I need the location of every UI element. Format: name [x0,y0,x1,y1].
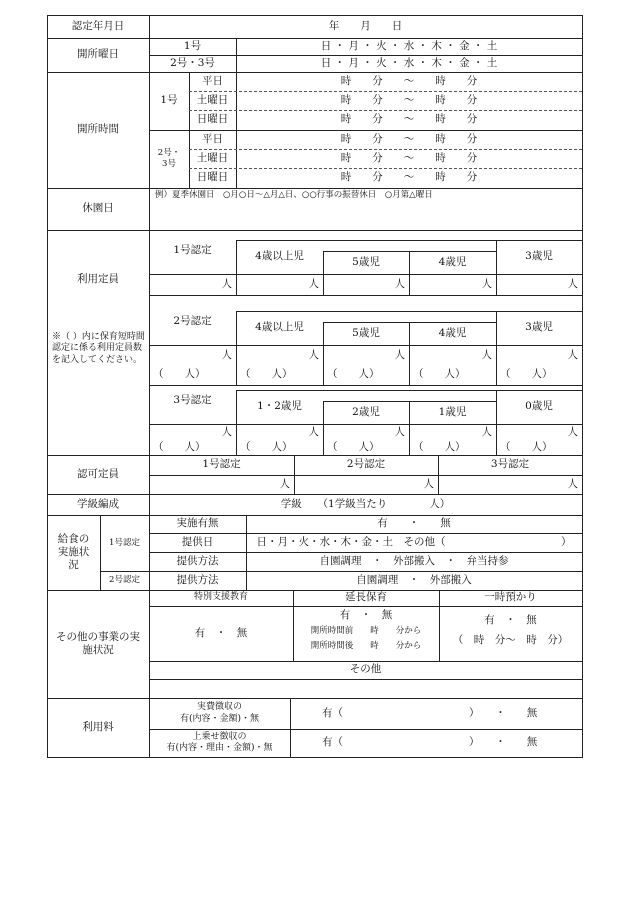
capacity-block2-count-5: 人 [567,349,578,362]
capacity-block2-short-1: （ 人） [153,368,206,381]
hours-time-1-3: 時 分 ～ 時 分 [340,113,478,126]
capacity-block1-sub1: 5歳児 [352,255,380,268]
hours-daytype-2-2: 土曜日 [196,151,229,164]
capacity-block2-cert: 2号認定 [173,315,212,328]
capacity-block2-head: 4歳以上児 [255,321,304,334]
capacity-label: 利用定員 [77,273,119,286]
capacity-block3-short-3: （ 人） [327,440,380,453]
capacity-block3-count-1: 人 [221,426,232,439]
fee-label: 利用料 [82,720,114,733]
hours-group1-label: 1号 [160,94,178,107]
capacity-block1-sub2: 4歳児 [438,255,467,268]
capacity-block3-short-4: （ 人） [413,440,466,453]
meal-method1-label: 提供方法 [176,554,219,567]
hours-group2-label: 2号・ 3号 [157,148,181,169]
capacity-block1-count-2: 人 [308,277,319,290]
capacity-block3-short-1: （ 人） [153,440,206,453]
meal-method2-value: 自園調理 ・ 外部搬入 [356,573,472,586]
capacity-block2-count-2: 人 [308,349,319,362]
other-services-label: その他の事業の実施状況 [56,630,140,656]
licensed-cert2: 2号認定 [346,458,386,471]
capacity-block3-short-5: （ 人） [500,440,553,453]
meal-method2-label: 提供方法 [176,573,219,586]
hours-daytype-1-1: 平日 [202,74,223,87]
capacity-block2-count-1: 人 [221,349,232,362]
capacity-block2-short-3: （ 人） [327,368,380,381]
licensed-cert3: 3号認定 [490,458,530,471]
other-special-header: 特別支援教育 [193,592,248,603]
other-extended-avail: 有 ・ 無 [339,609,393,622]
licensed-count2: 人 [423,477,434,490]
capacity-block2-sub2: 4歳児 [438,326,467,339]
hours-time-1-1: 時 分 ～ 時 分 [340,74,478,87]
other-special-value: 有 ・ 無 [194,626,248,639]
capacity-block2-count-4: 人 [481,349,492,362]
capacity-block1-count-5: 人 [567,277,578,290]
capacity-block2-count-3: 人 [394,349,405,362]
fee-extra-label: 上乗せ徴収の 有(内容・理由・金額)・無 [166,731,273,753]
meal-day-label: 提供日 [181,535,214,548]
hours-time-1-2: 時 分 ～ 時 分 [340,93,478,106]
capacity-block2-short-5: （ 人） [500,368,553,381]
days-row1-weekdays: 日 ・ 月 ・ 火 ・ 水 ・ 木 ・ 金 ・ 土 [320,39,498,52]
cert-date-value: 年 月 日 [328,19,403,32]
hours-time-2-1: 時 分 ～ 時 分 [340,132,478,145]
meal-method1-value: 自園調理 ・ 外部搬入 ・ 弁当持参 [319,554,509,567]
hours-daytype-2-3: 日曜日 [196,171,229,184]
days-row1-label: 1号 [183,39,202,52]
capacity-block2-short-4: （ 人） [413,368,466,381]
other-temporary-header: 一時預かり [484,591,537,604]
capacity-block3-sub2: 1歳児 [438,405,467,418]
capacity-block3-count-5: 人 [567,426,578,439]
days-row2-weekdays: 日 ・ 月 ・ 火 ・ 水 ・ 木 ・ 金 ・ 土 [320,56,498,69]
capacity-block1-count-1: 人 [221,277,232,290]
rule-line [582,15,583,758]
holidays-label: 休園日 [82,202,114,215]
capacity-block3-short-2: （ 人） [240,440,293,453]
other-temporary-avail: 有 ・ 無 [484,614,537,627]
capacity-block3-count-2: 人 [308,426,319,439]
capacity-block1-count-3: 人 [394,277,405,290]
licensed-count3: 人 [567,477,578,490]
meal-day-value: 日・月・火・水・木・金・土 その他（ ） [256,535,572,548]
capacity-block1-last: 3歳児 [525,250,553,263]
hours-daytype-2-1: 平日 [202,132,223,145]
capacity-block3-cert: 3号認定 [173,394,212,407]
other-extended-after: 開所時間後 時 分から [310,641,422,652]
class-org-value: 学級 （1学級当たり 人） [280,497,451,510]
hours-time-2-2: 時 分 ～ 時 分 [340,151,478,164]
days-row2-label: 2号・3号 [170,56,215,69]
hours-time-2-3: 時 分 ～ 時 分 [340,171,478,184]
fee-extra-value: 有（ ） ・ 無 [322,736,538,749]
rule-line [47,757,583,758]
capacity-block1-head: 4歳以上児 [255,250,304,263]
capacity-block2-sub1: 5歳児 [352,326,380,339]
fee-actual-label: 実費徴収の 有(内容・金額)・無 [179,702,260,724]
other-misc-label: その他 [349,663,382,676]
capacity-block2-short-2: （ 人） [240,368,293,381]
capacity-note: ※（ ）内に保育短時間認定に係る利用定員数を記入してください。 [52,332,145,365]
class-org-label: 学級編成 [77,497,119,510]
capacity-block1-cert: 1号認定 [173,244,212,257]
capacity-block1-count-4: 人 [481,277,492,290]
capacity-block2-last: 3歳児 [525,321,553,334]
meal-impl-label: 実施有無 [176,517,219,530]
licensed-label: 認可定員 [77,467,119,480]
cert-date-label: 認定年月日 [71,19,125,32]
rule-line [149,295,583,296]
hours-label: 開所時間 [77,123,119,136]
capacity-block3-count-3: 人 [394,426,405,439]
capacity-block3-sub1: 2歳児 [352,405,380,418]
meal-impl-value: 有 ・ 無 [377,517,451,530]
other-temporary-time: （ 時 分～ 時 分） [452,634,569,647]
hours-daytype-1-3: 日曜日 [196,113,229,126]
meal-cert2-label: 2号認定 [109,575,140,586]
licensed-cert1: 1号認定 [202,458,241,471]
capacity-block3-count-4: 人 [481,426,492,439]
other-extended-before: 開所時間前 時 分から [310,626,422,637]
capacity-block3-last: 0歳児 [525,400,553,413]
holidays-example: 例）夏季休園日 ○月○日～△月△日、○○行事の振替休日 ○月第△曜日 [155,190,433,200]
licensed-count1: 人 [279,477,290,490]
meal-label: 給食の実施状況 [57,532,90,572]
hours-daytype-1-2: 土曜日 [196,93,229,106]
days-label: 開所曜日 [77,48,119,61]
capacity-block3-head: 1・2歳児 [257,400,302,413]
other-extended-header: 延長保育 [345,591,387,604]
fee-actual-value: 有（ ） ・ 無 [322,706,538,719]
rule-line [149,679,583,680]
meal-cert1-label: 1号認定 [109,537,140,548]
